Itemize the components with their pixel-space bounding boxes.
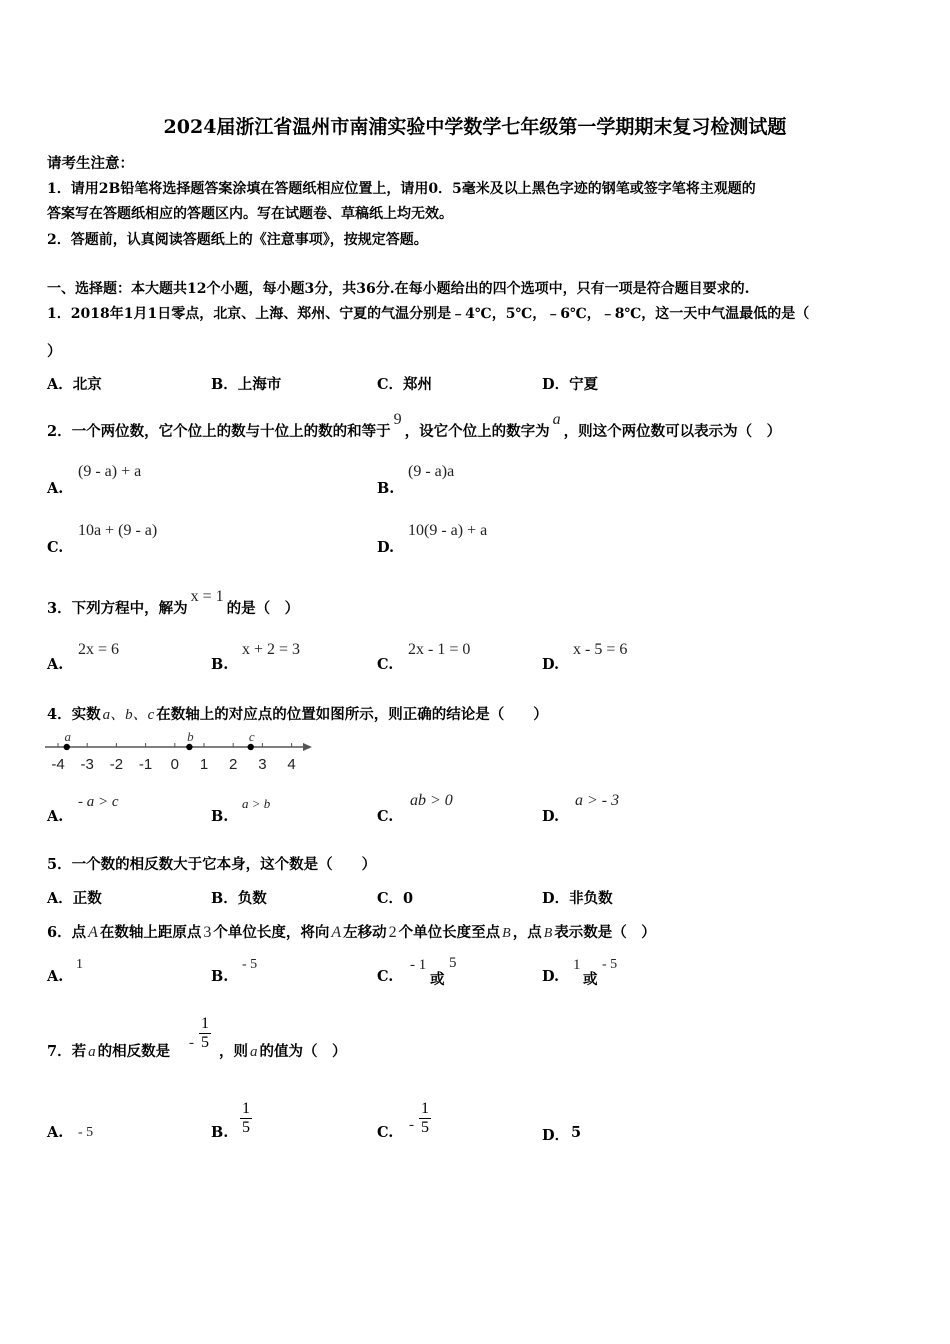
question-5-option-a: A．正数 (47, 890, 102, 907)
question-2-stem (47, 411, 782, 441)
question-6-option-c-value-2: 5 (449, 955, 457, 971)
question-7-option-a-value: - 5 (78, 1125, 94, 1140)
question-4-stem (47, 703, 548, 724)
question-7-option-b-numerator: 1 (242, 1100, 250, 1117)
number-line-point-c (248, 744, 254, 750)
question-3-option-a-expr: 2x = 6 (78, 641, 120, 658)
question-6-point-b-2: B (543, 926, 553, 941)
question-6-distance: 3 (203, 924, 212, 941)
question-2-option-a-expr: (9 - a) + a (78, 463, 142, 480)
question-7-text-4: 的值为（ ） (259, 1043, 347, 1060)
question-4-variables: a、b、c (102, 707, 155, 723)
question-1-option-b: B．上海市 (211, 376, 282, 393)
number-line-tick-label: 2 (229, 756, 238, 773)
question-6-shift: 2 (388, 924, 397, 941)
question-2-option-d-label: D. (377, 539, 395, 556)
question-3-stem-part-1: 3．下列方程中，解为 (47, 600, 188, 617)
notice-heading: 请考生注意： (47, 155, 134, 172)
number-line-point-a (64, 744, 70, 750)
number-line-tick-label: 4 (287, 756, 296, 773)
question-6-point-b: B (502, 926, 511, 941)
question-7-text-1: 7．若 (47, 1043, 87, 1060)
question-6-option-d-or: 或 (583, 971, 598, 988)
question-6-stem-part-3: 个单位长度，将向 (213, 924, 330, 941)
question-7-option-b-label: B. (211, 1124, 229, 1141)
question-5-option-d: D．非负数 (542, 890, 613, 907)
question-6-option-b-label: B. (211, 968, 229, 985)
question-1-stem-end: ） (47, 343, 62, 360)
question-7-option-a-label: A. (47, 1124, 64, 1141)
question-6-stem-part-5: 个单位长度至点 (398, 924, 501, 941)
question-4-option-d-label: D. (542, 808, 560, 825)
number-line-point-label-b: b (187, 729, 194, 744)
number-line-point-b (186, 744, 192, 750)
question-4-option-d-expr: a > - 3 (575, 792, 620, 809)
question-4-stem-part-2: 在数轴上的对应点的位置如图所示，则正确的结论是（ ） (156, 706, 548, 723)
question-6-stem-part-7: 表示数是（ ） (554, 924, 656, 941)
question-6-option-c-or: 或 (430, 971, 445, 988)
question-6-option-c-label: C. (377, 968, 394, 985)
question-3-option-c-label: C. (377, 656, 394, 673)
question-3-option-c-expr: 2x - 1 = 0 (408, 641, 471, 658)
question-4-stem-part-1: 4．实数 (47, 706, 101, 723)
question-2-stem-part-3: ，则这个两位数可以表示为（ ） (563, 423, 782, 440)
question-6-stem-part-2: 在数轴上距原点 (99, 924, 202, 941)
question-6-option-b-value: - 5 (242, 957, 258, 972)
question-6-option-a-label: A. (47, 968, 64, 985)
number-line (40, 725, 320, 775)
question-5-option-c: C．0 (377, 890, 414, 907)
number-line-tick-label: 3 (258, 756, 267, 773)
question-3-option-a-label: A. (47, 656, 64, 673)
number-line-point-label-c: c (248, 729, 255, 744)
question-6-option-c-value-1: - 1 (410, 957, 427, 973)
question-3-stem-part-2: 的是（ ） (226, 600, 300, 617)
question-1-option-d: D．宁夏 (542, 376, 599, 393)
question-3-stem (47, 588, 300, 618)
question-3-condition: x = 1 (190, 588, 224, 605)
question-6-stem (47, 921, 656, 942)
number-line-tick-label: 1 (199, 756, 209, 773)
number-line-point-label-a: a (64, 729, 72, 744)
question-6-option-a-value: 1 (76, 957, 83, 972)
question-4-option-c-label: C. (377, 808, 394, 825)
question-1-option-c: C．郑州 (377, 376, 433, 393)
question-2-option-b-label: B. (377, 480, 395, 497)
question-6-option-d-value-2: - 5 (602, 957, 618, 972)
question-7-negative-sign: - (189, 1035, 194, 1051)
question-2-stem-part-1: 2．一个两位数，它个位上的数与十位上的数的和等于 (47, 423, 391, 440)
number-line-arrow (303, 743, 312, 751)
question-7-text-2: 的相反数是 (97, 1043, 171, 1060)
number-line-tick-label: -3 (80, 756, 94, 773)
section-heading: 一、选择题：本大题共12个小题，每小题3分，共36分.在每小题给出的四个选项中，只有一项是符合题目要求的. (47, 281, 750, 297)
question-7-option-c-fraction (419, 1100, 431, 1137)
question-7-option-b-denominator: 5 (242, 1119, 250, 1136)
notice-line-1: 1．请用2B铅笔将选择题答案涂填在答题纸相应位置上，请用0．5毫米及以上黑色字迹的钢笔或签字笔将主观题的 (47, 181, 756, 197)
question-7-option-c-label: C. (377, 1124, 394, 1141)
question-3-option-d-label: D. (542, 656, 560, 673)
question-7-option-c-numerator: 1 (421, 1100, 429, 1117)
question-6-stem-part-4: 左移动 (343, 924, 387, 941)
question-4-option-b-expr: a > b (242, 796, 271, 811)
question-5-option-b: B．负数 (211, 890, 267, 907)
notice-line-2: 2．答题前，认真阅读答题纸上的《注意事项》，按规定答题。 (47, 232, 428, 248)
question-7-option-b-fraction (240, 1100, 252, 1137)
question-6-option-d-value-1: 1 (573, 957, 581, 973)
question-2-option-b-expr: (9 - a)a (408, 463, 455, 480)
question-2-option-c-label: C. (47, 539, 64, 556)
question-7-option-c-negative-sign: - (409, 1117, 414, 1133)
number-line-tick-label: 0 (170, 756, 179, 773)
question-5-stem: 5．一个数的相反数大于它本身，这个数是（ ） (47, 856, 377, 873)
question-2-option-d-expr: 10(9 - a) + a (408, 522, 488, 539)
question-3-option-b-expr: x + 2 = 3 (242, 641, 301, 658)
question-7-fraction-denominator: 5 (201, 1034, 209, 1051)
question-2-option-a-label: A. (47, 480, 64, 497)
number-line-tick-label: -2 (109, 756, 124, 773)
notice-line-1b: 答案写在答题纸相应的答题区内。写在试题卷、草稿纸上均无效。 (47, 206, 453, 222)
question-7-variable-a: a (88, 1044, 96, 1060)
question-2-nine: 9 (393, 411, 402, 428)
page-title: 2024届浙江省温州市南浦实验中学数学七年级第一学期期末复习检测试题 (163, 116, 787, 138)
question-7-stem-part-2 (219, 1040, 347, 1061)
number-line-tick-label: -4 (51, 756, 65, 773)
question-6-stem-part-6: ，点 (512, 924, 542, 941)
question-7-fraction (199, 1015, 211, 1052)
question-7-option-d-label: D． (542, 1127, 570, 1144)
question-2-stem-part-2: ，设它个位上的数字为 (404, 423, 550, 440)
question-4-option-a-label: A. (47, 808, 64, 825)
question-1-stem: 1．2018年1月1日零点，北京、上海、郑州、宁夏的气温分别是﹣4℃，5℃，﹣6℃，﹣8℃，这一天中气温最低的是（ (47, 306, 810, 322)
question-4-option-b-label: B. (211, 808, 229, 825)
question-3-option-b-label: B. (211, 656, 229, 673)
number-line-tick-label: -1 (138, 756, 153, 773)
question-4-option-a-expr: - a > c (78, 794, 119, 810)
question-3-option-d-expr: x - 5 = 6 (573, 641, 628, 658)
question-7-variable-a-2: a (250, 1044, 258, 1060)
question-7-option-d-value: 5 (571, 1124, 582, 1141)
question-6-option-d-label: D. (542, 968, 560, 985)
question-6-point-a: A (88, 924, 98, 941)
question-1-option-a: A．北京 (47, 376, 102, 393)
question-2-variable-a: a (552, 411, 561, 428)
question-2-option-c-expr: 10a + (9 - a) (78, 522, 158, 539)
question-7-option-c-denominator: 5 (421, 1119, 429, 1136)
question-6-point-a-2: A (331, 924, 342, 941)
question-7-text-3: ，则 (219, 1043, 248, 1060)
question-7-fraction-numerator: 1 (201, 1015, 209, 1032)
question-6-stem-part-1: 6．点 (47, 924, 87, 941)
question-4-option-c-expr: ab > 0 (410, 792, 453, 809)
question-7-stem-part-1 (47, 1040, 170, 1061)
